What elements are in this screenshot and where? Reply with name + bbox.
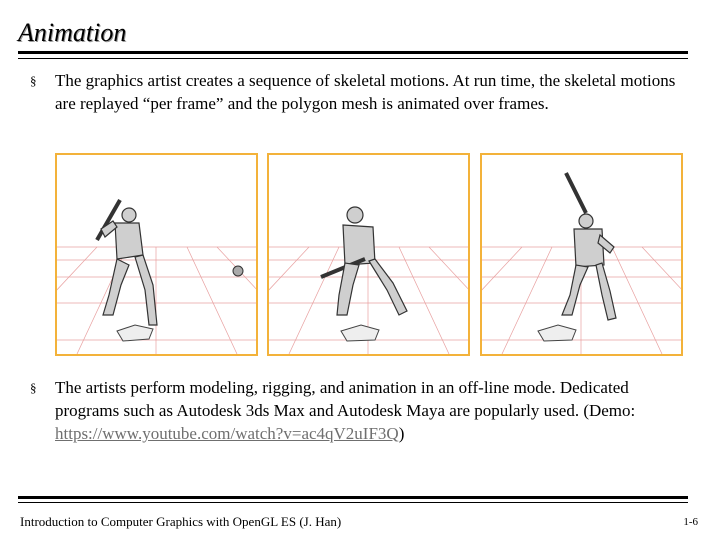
footer-text: Introduction to Computer Graphics with OpenGL ES (J. Han)	[20, 514, 342, 529]
bullet-2-text	[55, 376, 685, 445]
footer-rule-thick	[18, 496, 688, 499]
bullet-marker: §	[30, 73, 37, 88]
page-number: 1-6	[683, 516, 698, 528]
title-rule-thick	[18, 51, 688, 54]
title-rule-thin	[18, 58, 688, 59]
wireframe-batter-icon	[269, 155, 468, 354]
bullet-2-body: The artists perform modeling, rigging, and animation in an off-line mode. Dedicated programs such as Autodesk 3ds Max and Autodesk Maya are popularly used. (Demo:	[55, 378, 636, 420]
slide-title: Animation	[18, 18, 127, 47]
footer-rule-thin	[18, 502, 688, 503]
wireframe-batter-icon	[482, 155, 681, 354]
demo-link[interactable]: https://www.youtube.com/watch?v=ac4qV2uIF3Q	[55, 424, 399, 443]
wireframe-batter-icon	[57, 155, 256, 354]
batter-frame-1	[55, 153, 258, 356]
bullet-1-text: The graphics artist creates a sequence of skeletal motions. At run time, the skeletal motions are replayed “per frame” and the polygon mesh is animated over frames.	[55, 71, 676, 113]
batter-frame-2	[267, 153, 470, 356]
bullet-2-close: )	[398, 424, 405, 443]
bullet-marker: §	[30, 380, 37, 395]
batter-frame-3	[480, 153, 683, 356]
